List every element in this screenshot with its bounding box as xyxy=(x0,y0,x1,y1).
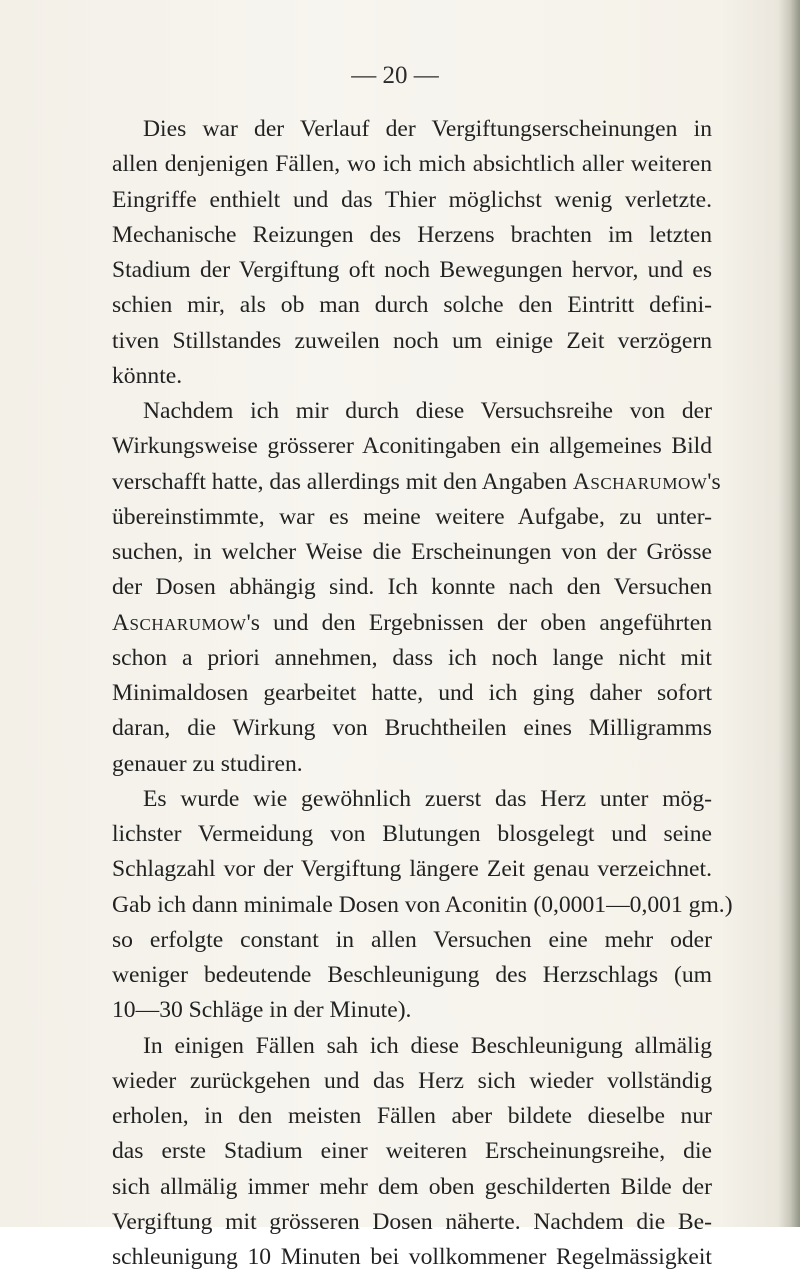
text-run: Wirkungsweise grösserer Aconitingaben ein allgemeines Bild xyxy=(112,433,712,460)
text-line: schleunigung 10 Minuten bei vollkommener Regelmässigkeit xyxy=(112,1244,712,1270)
text-line: 10—30 Schläge in der Minute). xyxy=(112,997,412,1024)
text-line: Vergiftung mit grösseren Dosen näherte. Nachdem die Be- xyxy=(112,1208,712,1235)
text-line: Mechanische Reizungen des Herzens brachten im letzten xyxy=(112,221,712,248)
text-line: übereinstimmte, war es meine weitere Aufgabe, zu unter- xyxy=(112,503,712,530)
text-line: sich allmälig immer mehr dem oben geschilderten Bilde der xyxy=(112,1173,712,1200)
text-line: genauer zu studiren. xyxy=(112,750,303,777)
text-line: suchen, in welcher Weise die Erscheinungen von der Grösse xyxy=(112,539,712,565)
author-name: Ascharumow xyxy=(572,468,708,495)
text-line: wieder zurückgehen und das Herz sich wieder vollständig xyxy=(112,1067,712,1094)
text-line xyxy=(112,606,712,641)
text-line: erholen, in den meisten Fällen aber bildete dieselbe nur xyxy=(112,1103,712,1129)
text-line: der Dosen abhängig sind. Ich konnte nach den Versuchen xyxy=(112,574,712,601)
body-text xyxy=(112,112,733,1275)
text-run: 's und den Ergebnissen der oben angeführten xyxy=(246,609,712,636)
page-edge-shadow xyxy=(778,0,800,1227)
text-line: lichster Vermeidung von Blutungen blosgelegt und seine xyxy=(112,821,712,847)
text-line: Nachdem ich mir durch diese Versuchsreihe von der xyxy=(143,398,712,424)
text-line: schon a priori annehmen, dass ich noch lange nicht mit xyxy=(112,644,712,671)
text-line: Minimaldosen gearbeitet hatte, und ich ging daher sofort xyxy=(112,680,712,706)
text-line: so erfolgte constant in allen Versuchen eine mehr oder xyxy=(112,926,712,953)
text-run: 's xyxy=(707,468,721,495)
text-line: Stadium der Vergiftung oft noch Bewegungen hervor, und es xyxy=(112,257,712,283)
text-line: Es wurde wie gewöhnlich zuerst das Herz unter mög- xyxy=(143,785,712,812)
author-name: Ascharumow xyxy=(112,609,247,636)
page-number: — 20 — xyxy=(351,62,439,89)
text-line: Eingriffe enthielt und das Thier möglichst wenig verletzte. xyxy=(112,186,712,213)
text-line: schien mir, als ob man durch solche den Eintritt defini- xyxy=(112,292,712,319)
text-line: könnte. xyxy=(112,362,183,389)
text-line: Gab ich dann minimale Dosen von Aconitin (0,0001—0,001 gm.) xyxy=(112,891,733,918)
text-line: In einigen Fällen sah ich diese Beschleunigung allmälig xyxy=(143,1032,712,1059)
text-run: verschafft hatte, das allerdings mit den Angaben xyxy=(112,468,573,495)
text-line: tiven Stillstandes zuweilen noch um einige Zeit verzögern xyxy=(112,327,712,354)
text-line xyxy=(112,465,721,500)
text-line: Schlagzahl vor der Vergiftung längere Zeit genau verzeichnet. xyxy=(112,856,712,883)
text-line xyxy=(112,429,712,464)
text-line: das erste Stadium einer weiteren Erscheinungsreihe, die xyxy=(112,1138,712,1165)
text-line: daran, die Wirkung von Bruchtheilen eines Milligramms xyxy=(112,715,712,742)
text-line: allen denjenigen Fällen, wo ich mich absichtlich aller weiteren xyxy=(112,151,712,178)
text-line: Dies war der Verlauf der Vergiftungserscheinungen in xyxy=(143,116,712,142)
text-line: weniger bedeutende Beschleunigung des Herzschlags (um xyxy=(112,962,712,988)
